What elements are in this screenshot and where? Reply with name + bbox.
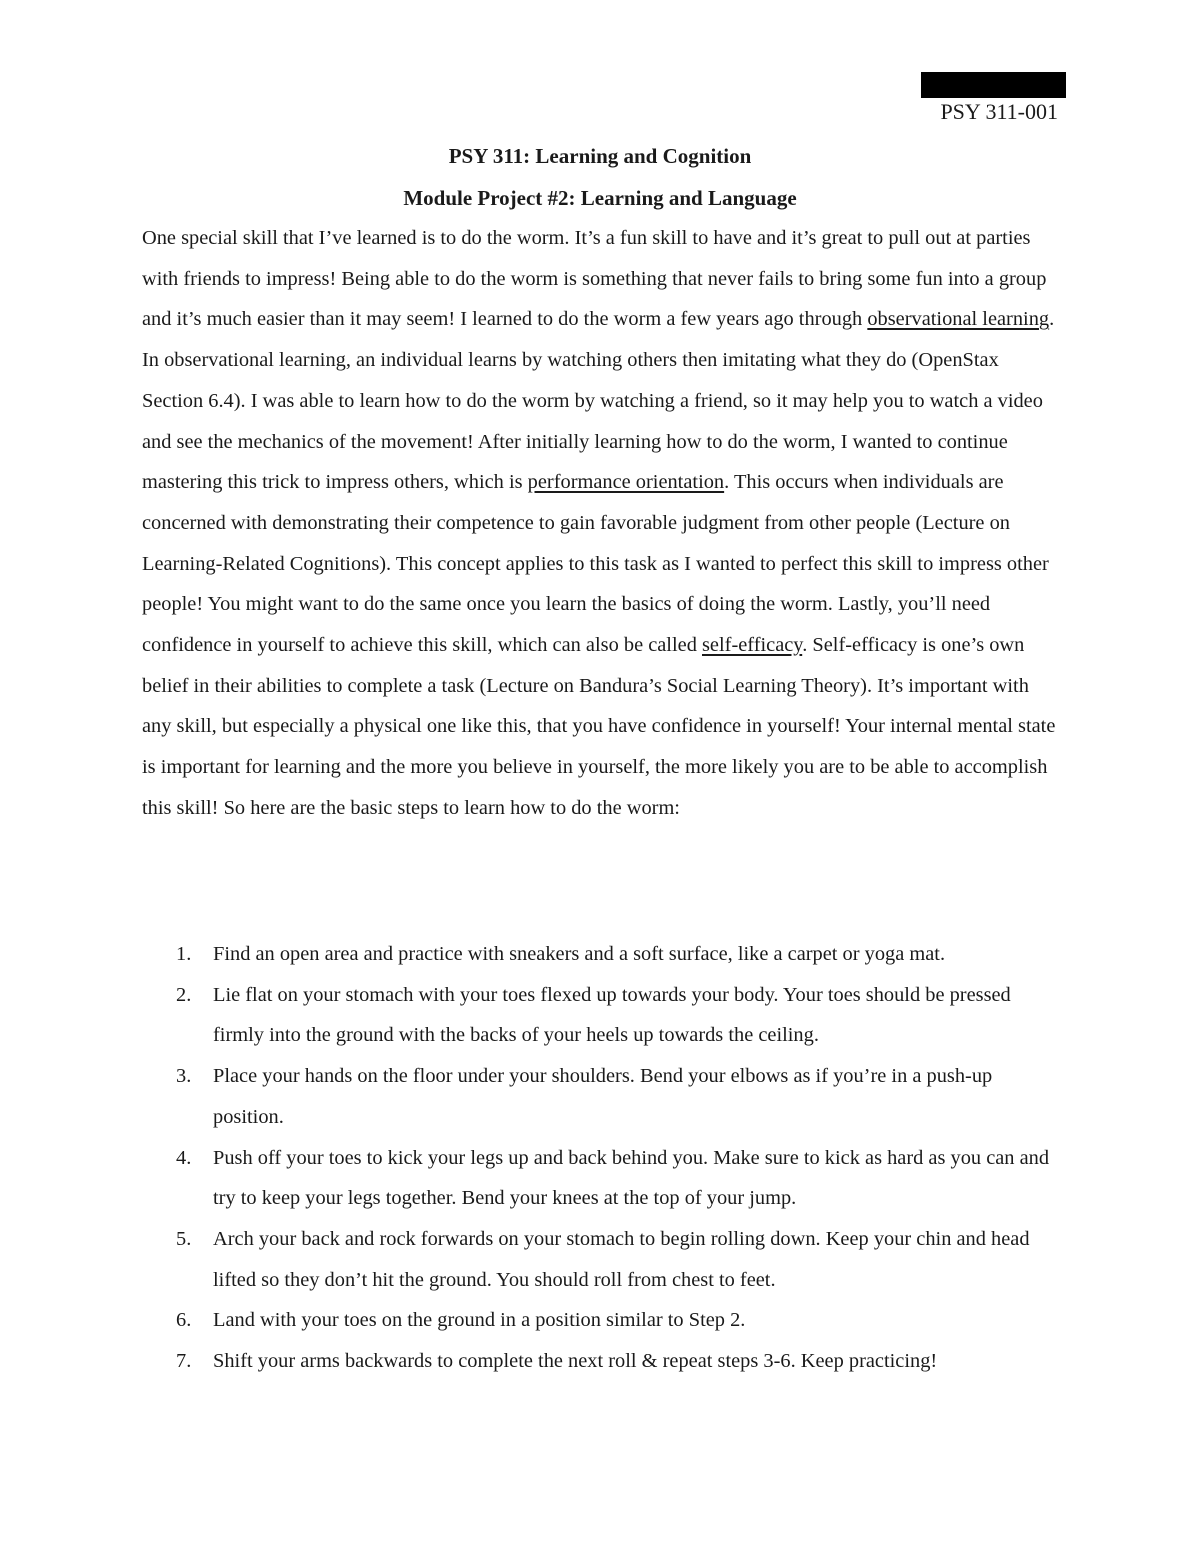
body-text-segment: One special skill that I’ve learned is to do the worm. It’s a fun skill to have and it’s great to pull out at parties with friends to impress! Being able to do the worm is something that never fails to bring some fun into a group and it’s much easier than it may seem! I learned to do the worm a few years ago through [142, 227, 1047, 331]
course-code-header: PSY 311-001 [940, 99, 1058, 124]
step-text: Shift your arms backwards to complete the next roll & repeat steps 3-6. Keep practicing! [213, 1350, 938, 1373]
body-text-segment: . This occurs when individuals are concerned with demonstrating their competence to gain favorable judgment from other people (Lecture on Learning-Related Cognitions). This concept applies to this task as I wanted to perfect this skill to impress other people! You might want to do the same once you learn the basics of doing the worm. Lastly, you’ll need confidence in yourself to achieve this skill, which can also be called [142, 471, 1049, 657]
step-text: Place your hands on the floor under your shoulders. Bend your elbows as if you’re in a push-up position. [213, 1065, 993, 1128]
step-number: 4. [176, 1146, 192, 1169]
step-number: 1. [176, 943, 192, 965]
term-performance-orientation: performance orientation [527, 471, 725, 494]
step-number: 2. [176, 983, 192, 1006]
body-text-segment: . In observational learning, an individual learns by watching others then imitating what they do (OpenStax Section 6.4). I was able to learn how to do the worm by watching a friend, so it may help you to watch a video and see the mechanics of the movement! After initially learning how to do the worm, I wanted to continue mastering this trick to impress others, which is [142, 308, 1055, 494]
document-title: PSY 311: Learning and Cognition [448, 144, 752, 168]
step-number: 3. [176, 1065, 192, 1088]
body-text-segment: . Self-efficacy is one’s own belief in their abilities to complete a task (Lecture on Bandura’s Social Learning Theory). It’s important with any skill, but especially a physical one like this, that you have confidence in yourself! Your internal mental state is important for learning and the more you believe in yourself, the more likely you are to be able to accomplish this skill! So here are the basic steps to learn how to do the worm: [142, 634, 1056, 819]
list-item [142, 1138, 1060, 1219]
body-paragraph [142, 218, 1058, 829]
list-item [142, 1341, 1060, 1382]
step-text: Find an open area and practice with sneakers and a soft surface, like a carpet or yoga mat. [213, 943, 946, 965]
step-text: Land with your toes on the ground in a position similar to Step 2. [213, 1309, 746, 1332]
step-number: 7. [176, 1350, 192, 1373]
term-observational-learning: observational learning [867, 308, 1050, 331]
list-item [142, 934, 1060, 975]
step-text: Push off your toes to kick your legs up and back behind you. Make sure to kick as hard as you can and try to keep your legs together. Bend your knees at the top of your jump. [213, 1146, 1050, 1210]
step-number: 5. [176, 1227, 192, 1250]
step-text: Lie flat on your stomach with your toes flexed up towards your body. Your toes should be pressed firmly into the ground with the backs of your heels up towards the ceiling. [213, 983, 1011, 1047]
step-text: Arch your back and rock forwards on your stomach to begin rolling down. Keep your chin and head lifted so they don’t hit the ground. You should roll from chest to feet. [213, 1227, 1030, 1291]
list-item [142, 1219, 1060, 1300]
steps-list [142, 934, 1060, 1382]
list-item [142, 1300, 1060, 1341]
list-item [142, 975, 1060, 1056]
term-self-efficacy: self-efficacy [702, 634, 803, 657]
step-number: 6. [176, 1309, 192, 1332]
list-item [142, 1056, 1060, 1137]
document-subtitle: Module Project #2: Learning and Language [403, 186, 797, 210]
redacted-name-box [921, 72, 1066, 98]
